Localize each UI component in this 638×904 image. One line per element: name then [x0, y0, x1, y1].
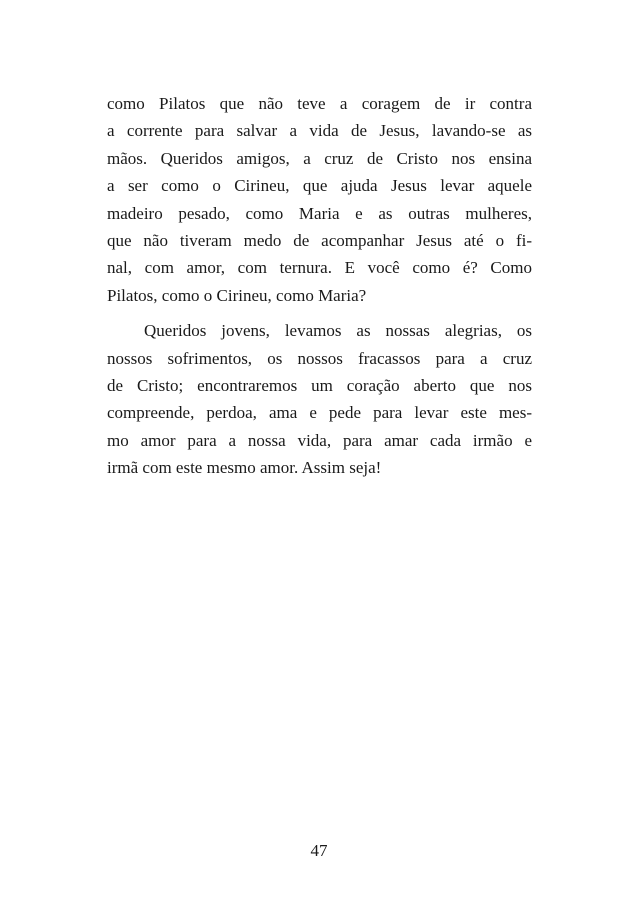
- text-line: madeiro pesado, como Maria e as outras mulheres,: [107, 203, 532, 223]
- text-line: compreende, perdoa, ama e pede para levar este mes-: [107, 403, 532, 423]
- text-line: nal, com amor, com ternura. E você como é? Como: [107, 258, 532, 278]
- text-line: irmã com este mesmo amor. Assim seja!: [107, 458, 382, 478]
- text-line: como Pilatos que não teve a coragem de ir contra: [107, 94, 532, 113]
- text-line: nossos sofrimentos, os nossos fracassos para a cruz: [107, 348, 532, 368]
- text-line: de Cristo; encontraremos um coração aberto que nos: [107, 375, 532, 395]
- text-line: que não tiveram medo de acompanhar Jesus até o fi-: [107, 230, 532, 250]
- body-text: [107, 90, 532, 481]
- page-number: 47: [310, 841, 328, 860]
- text-line: a ser como o Cirineu, que ajuda Jesus levar aquele: [107, 176, 532, 196]
- text-line: mo amor para a nossa vida, para amar cada irmão e: [107, 430, 532, 450]
- text-line: mãos. Queridos amigos, a cruz de Cristo nos ensina: [107, 148, 532, 168]
- paragraph-1: [107, 90, 532, 309]
- text-line: a corrente para salvar a vida de Jesus, lavando-se as: [107, 121, 532, 141]
- paragraph-2: [107, 317, 532, 481]
- paragraph-gap: [107, 309, 532, 317]
- text-line: Queridos jovens, levamos as nossas alegrias, os: [144, 321, 532, 341]
- text-line: Pilatos, como o Cirineu, como Maria?: [107, 285, 367, 305]
